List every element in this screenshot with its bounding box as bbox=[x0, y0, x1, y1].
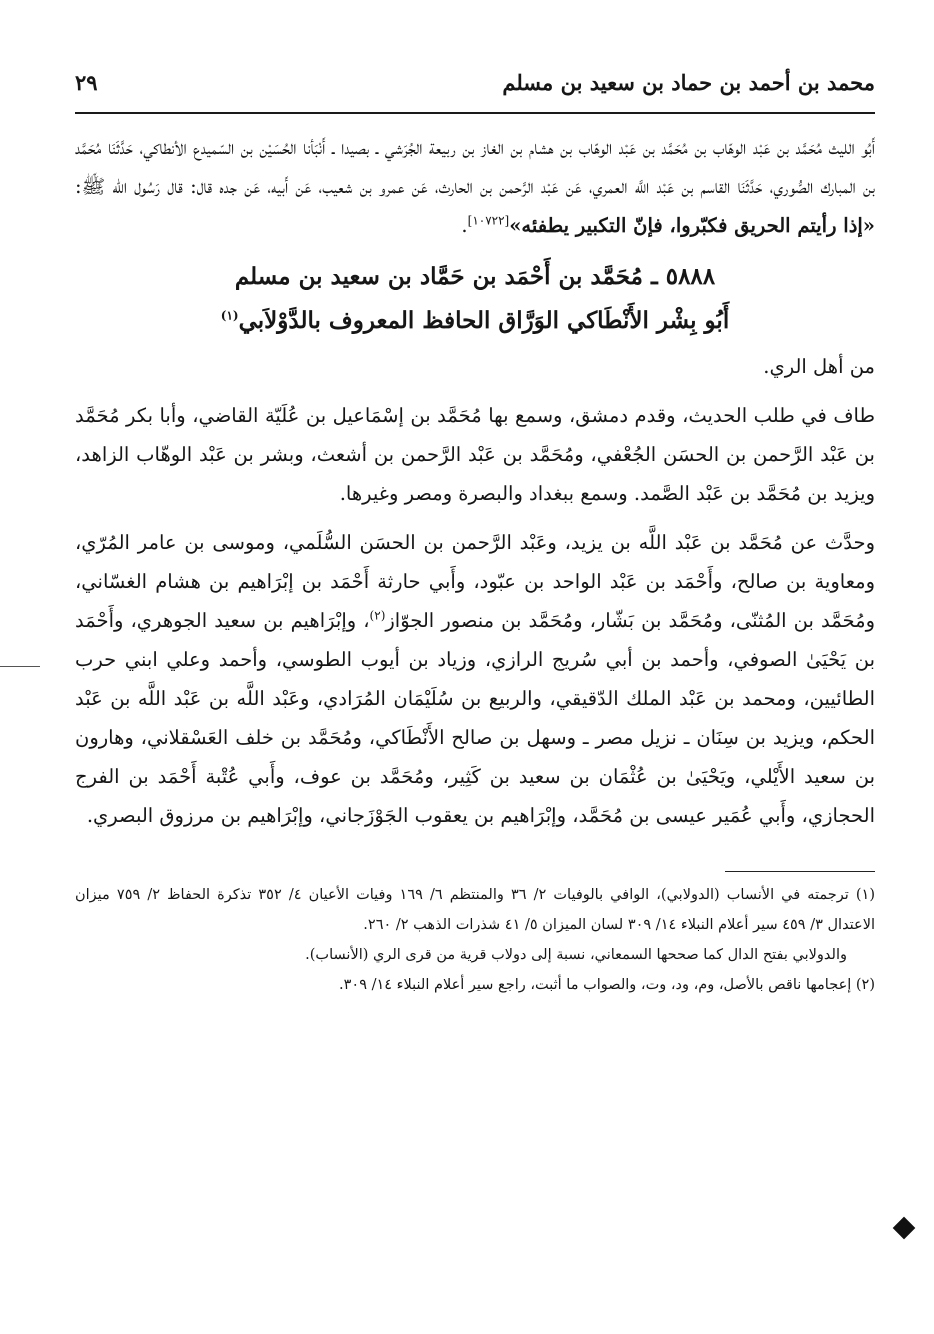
footnote-2-text: إعجامها ناقص بالأصل، وم، ود، وت، والصواب ما أثبت، راجع سير أعلام النبلاء ١٤/ ٣٠٩. bbox=[339, 977, 852, 993]
running-head bbox=[75, 70, 875, 110]
footnote-2 bbox=[75, 970, 875, 1000]
book-page bbox=[75, 70, 875, 1000]
hadith-reference: [١٠٧٢٢] bbox=[467, 213, 510, 228]
footnote-marker-2: (٢) bbox=[369, 608, 386, 623]
entry-paragraph-1: طاف في طلب الحديث، وقدم دمشق، وسمع بها مُحَمَّد بن إسْمَاعيل بن عُلَيّة القاضي، وأبا بكر مُحَمَّد بن عَبْد الرَّحمن بن الحسَن الجُعْفي، ومُحَمَّد بن عَبْد الرَّحمن بن أشعث، وبشر بن عَبْد الوهّاب الزاهد، ويزيد بن مُحَمَّد بن عَبْد الصَّمد. وسمع ببغداد والبصرة ومصر وغيرها. bbox=[75, 404, 875, 505]
isnad-text: أَبُو الليث مُحَمَّد بن عَبْد الوهّاب بن مُحَمَّد بن عَبْد الوهّاب بن هشام بن الغاز بن ربيعة الجُرَشي ـ بصيدا ـ أَنْبَأنا الحُسَيْن بن السّميدع الأنطاكي، حَدَّثَنَا مُحَمَّد بن المبارك الصُّوري، حَدَّثَنَا القاسم بن عَبْد اللَّه العمري، عَن عَبْد الرَّحمن بن الحارث، عَن عمرو بن شعيب، عَن أَبيه، عَن جده قال: قال رَسُول الله ﷺ: bbox=[75, 136, 875, 198]
page-number: ٢٩ bbox=[75, 70, 98, 95]
entry-subtitle bbox=[75, 299, 875, 343]
sentence-end: . bbox=[461, 214, 468, 237]
header-rule bbox=[75, 112, 875, 114]
previous-entry-text bbox=[75, 128, 875, 245]
hadith-text: «إذا رأيتم الحريق فكبّروا، فإنّ التكبير يطفئه» bbox=[509, 214, 875, 237]
footnote-1 bbox=[75, 880, 875, 940]
diamond-ornament-icon bbox=[893, 1217, 916, 1240]
footnote-2-number: (٢) bbox=[855, 977, 875, 993]
paragraph-2-part-a: وحدَّث عن مُحَمَّد بن عَبْد اللَّه بن يزيد، وعَبْد الرَّحمن بن الحسَن السُّلَمي، وموسى بن عامر المُرّي، ومعاوية بن صالح، وأَحْمَد بن عَبْد الواحد بن عبّود، وأَبي حارثة أَحْمَد بن إبْرَاهيم بن هشام الغسّاني، ومُحَمَّد بن المُثنّى، ومُحَمَّد بن بَشّار، ومُحَمَّد بن منصور الجوّاز bbox=[75, 531, 875, 632]
paragraph-2-part-b: ، وإبْرَاهيم بن سعيد الجوهري، وأَحْمَد بن يَحْيَىٰ الصوفي، وأحمد بن أبي سُريج الرازي، وزياد بن أيوب الطوسي، وأحمد وعلي ابني حرب الطائيين، ومحمد بن عَبْد الملك الدّقيقي، والربيع بن سُلَيْمَان المُرَادي، وعَبْد اللَّه بن عَبْد اللَّه بن عَبْد الحكم، ويزيد بن سِنَان ـ نزيل مصر ـ وسهل بن صالح الأَنْطَاكي، ومُحَمَّد بن خلف العَسْقلاني، وهارون بن سعيد الأَيْلي، ويَحْيَىٰ بن عُثْمَان بن سعيد بن كَثِير، ومُحَمَّد بن عوف، وأَبي عُتْبة أَحْمَد بن الفرج الحجازي، وأَبي عُمَير عيسى بن مُحَمَّد، وإبْرَاهيم بن يعقوب الجَوْزَجاني، وإبْرَاهيم بن مرزوق البصري. bbox=[75, 609, 875, 827]
entry-title: ٥٨٨٨ ـ مُحَمَّد بن أَحْمَد بن حَمَّاد بن سعيد بن مسلم bbox=[234, 263, 716, 290]
footnote-1-number: (١) bbox=[855, 887, 876, 903]
footnote-1-text: ترجمته في الأنساب (الدولابي)، الوافي بالوفيات ٢/ ٣٦ والمنتظم ٦/ ١٦٩ وفيات الأعيان ٤/ ٣٥٢ تذكرة الحفاظ ٢/ ٧٥٩ ميزان الاعتدال ٣/ ٤٥٩ سير أعلام النبلاء ١٤/ ٣٠٩ لسان الميزان ٥/ ٤١ شذرات الذهب ٢/ ٢٦٠. bbox=[75, 887, 875, 933]
footnote-rule bbox=[725, 871, 875, 872]
margin-mark bbox=[0, 666, 40, 667]
entry-paragraph-2 bbox=[75, 523, 875, 835]
entry-origin: من أهل الري. bbox=[763, 355, 875, 378]
entry-subtitle-text: أَبُو بِشْر الأَنْطَاكي الوَرَّاق الحافظ المعروف بالدَّوْلاَبي bbox=[238, 307, 730, 334]
running-title: محمد بن أحمد بن حماد بن سعيد بن مسلم bbox=[502, 70, 875, 95]
footnote-marker-1: (١) bbox=[220, 308, 239, 323]
footnote-1-continuation: والدولابي بفتح الدال كما صححها السمعاني، نسبة إلى دولاب قرية من قرى الري (الأنساب). bbox=[305, 947, 847, 963]
